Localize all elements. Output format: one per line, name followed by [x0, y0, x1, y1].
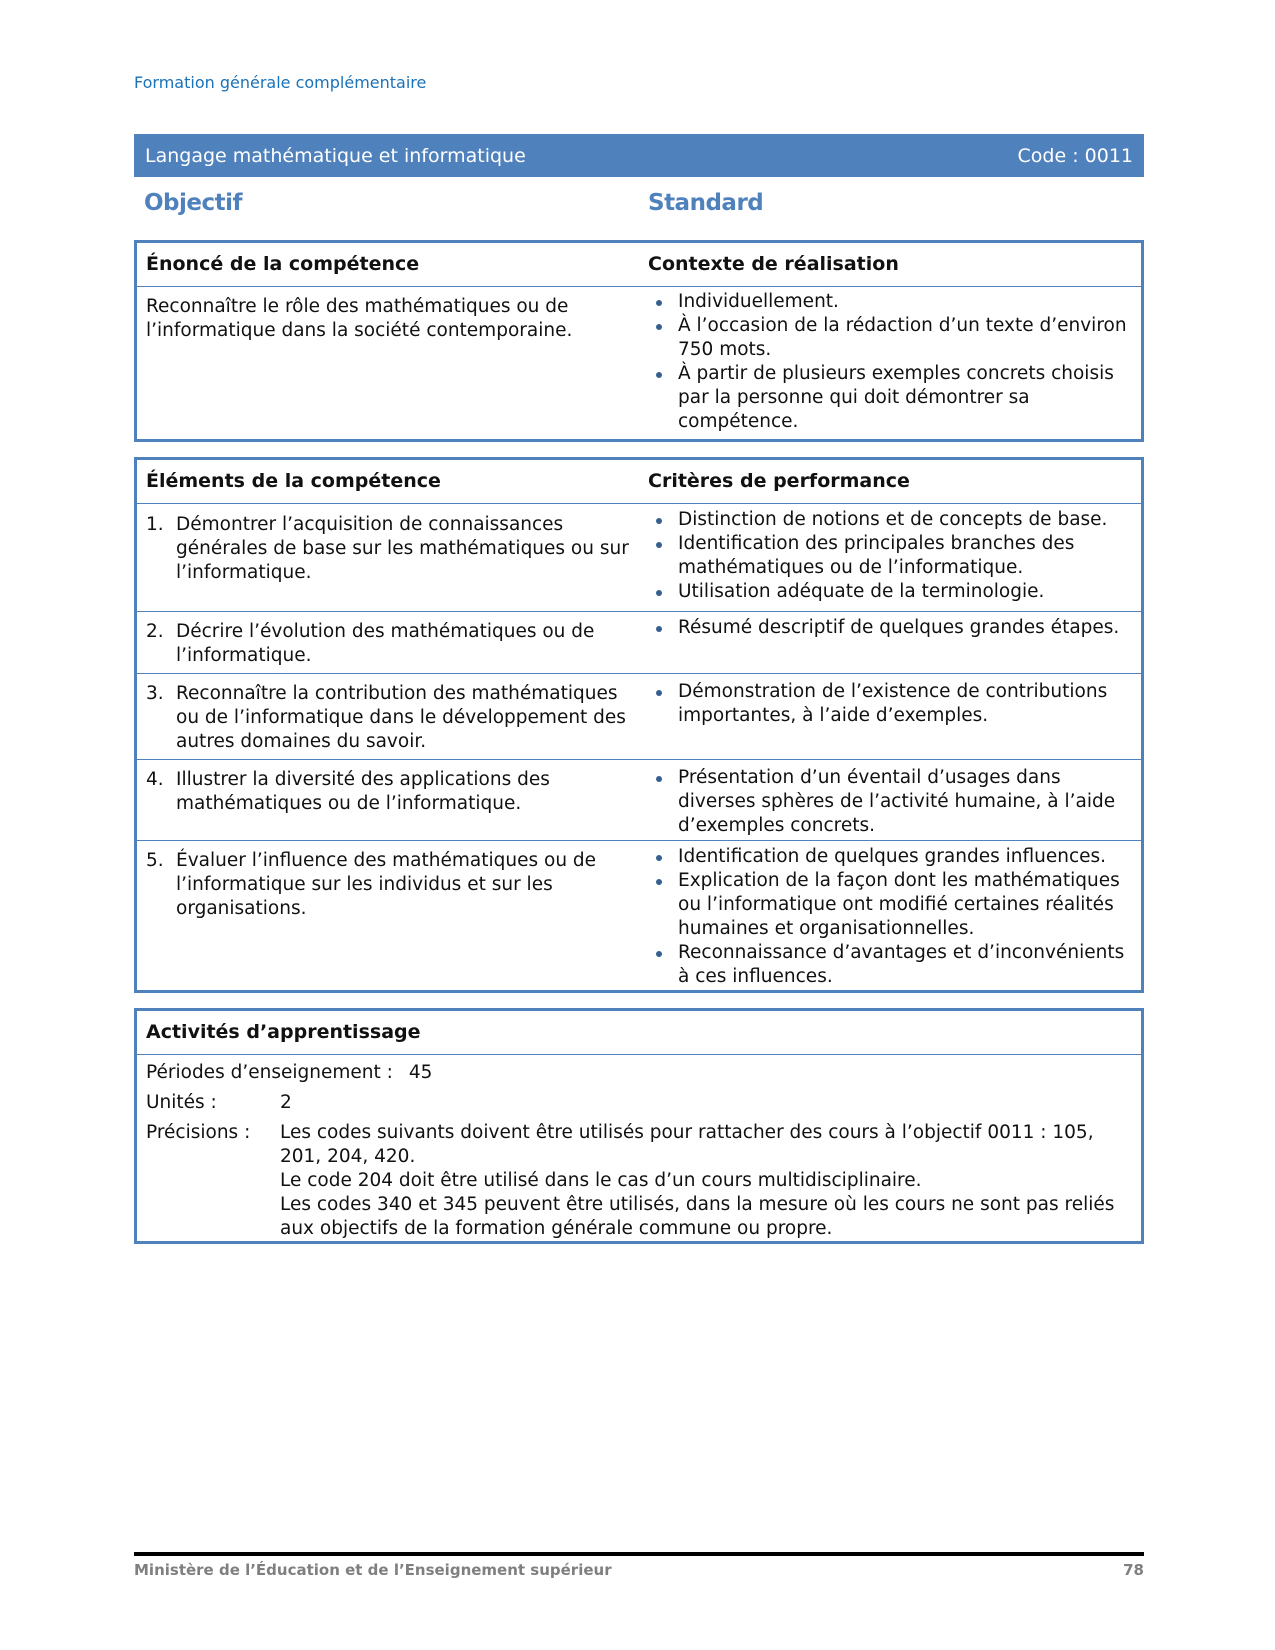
precisions-text [280, 1121, 1133, 1241]
criteria-list [648, 680, 1133, 728]
activities-header: Activités d’apprentissage [146, 1021, 421, 1043]
element-row-4 [137, 759, 1141, 840]
element-row-5 [137, 840, 1141, 993]
activities-body [137, 1054, 1141, 1245]
periods-label: Périodes d’enseignement : [146, 1062, 393, 1083]
title-bar [134, 134, 1144, 177]
element-row-3 [137, 673, 1141, 759]
element-text: Décrire l’évolution des mathématiques ou de l’informatique. [176, 621, 595, 666]
precisions-row [146, 1121, 1133, 1241]
criteria-item: Distinction de notions et de concepts de base. [648, 508, 1133, 532]
activities-header-row [137, 1011, 1141, 1054]
elements-table [134, 457, 1144, 993]
element-text: Reconnaître la contribution des mathématiques ou de l’informatique dans le développement des autres domaines du savoir. [176, 683, 626, 752]
element-cell [137, 504, 642, 611]
running-head: Formation générale complémentaire [134, 73, 427, 92]
competence-table [134, 240, 1144, 442]
criteria-item: Résumé descriptif de quelques grandes étapes. [648, 616, 1133, 640]
section-labels [134, 190, 1144, 224]
page-number: 78 [1123, 1561, 1144, 1579]
precision-line: Le code 204 doit être utilisé dans le cas d’un cours multidisciplinaire. [280, 1170, 922, 1191]
units-row [146, 1091, 1133, 1115]
criteria-item: Démonstration de l’existence de contributions importantes, à l’aide d’exemples. [648, 680, 1133, 728]
criteria-item: Identification de quelques grandes influences. [648, 845, 1133, 869]
element-number: 4. [146, 769, 164, 790]
element-item [146, 849, 634, 921]
course-title: Langage mathématique et informatique [145, 144, 526, 167]
precision-line: Les codes suivants doivent être utilisés pour rattacher des cours à l’objectif 0011 : 105, 201, 204, 420. [280, 1122, 1094, 1167]
footer [134, 1561, 1144, 1579]
element-text: Démontrer l’acquisition de connaissances générales de base sur les mathématiques ou sur l’informatique. [176, 514, 629, 583]
header-contexte: Contexte de réalisation [648, 253, 899, 275]
context-item: À partir de plusieurs exemples concrets choisis par la personne qui doit démontrer sa compétence. [648, 362, 1133, 434]
header-criteres: Critères de performance [648, 470, 910, 492]
precisions-label: Précisions : [146, 1122, 251, 1143]
criteria-cell [642, 612, 1141, 673]
header-elements: Éléments de la compétence [146, 470, 441, 492]
element-item [146, 682, 634, 754]
criteria-item: Utilisation adéquate de la terminologie. [648, 580, 1133, 604]
criteria-list [648, 508, 1133, 604]
elements-table-header [137, 460, 1141, 503]
periods-row [146, 1061, 1133, 1085]
element-number: 5. [146, 850, 164, 871]
criteria-item: Explication de la façon dont les mathématiques ou l’informatique ont modifié certaines réalités humaines et organisationnelles. [648, 869, 1133, 941]
criteria-cell [642, 841, 1141, 993]
criteria-cell [642, 760, 1141, 840]
units-label: Unités : [146, 1092, 217, 1113]
context-item: À l’occasion de la rédaction d’un texte d’environ 750 mots. [648, 314, 1133, 362]
objectif-label: Objectif [144, 190, 243, 216]
element-row-2 [137, 611, 1141, 673]
criteria-list [648, 766, 1133, 838]
criteria-cell [642, 504, 1141, 611]
element-row-1 [137, 503, 1141, 611]
context-item: Individuellement. [648, 290, 1133, 314]
header-enonce: Énoncé de la compétence [146, 253, 420, 275]
context-list [648, 290, 1133, 434]
criteria-item: Identification des principales branches des mathématiques ou de l’informatique. [648, 532, 1133, 580]
element-item [146, 620, 634, 668]
element-cell [137, 760, 642, 840]
element-number: 3. [146, 683, 164, 704]
footer-rule [134, 1552, 1144, 1556]
element-cell [137, 841, 642, 993]
competence-table-header [137, 243, 1141, 286]
context-list-cell [642, 287, 1141, 438]
precision-line: Les codes 340 et 345 peuvent être utilisés, dans la mesure où les cours ne sont pas reliés aux objectifs de la formation générale commune ou propre. [280, 1194, 1115, 1239]
course-code: Code : 0011 [1017, 144, 1133, 167]
element-text: Évaluer l’influence des mathématiques ou de l’informatique sur les individus et sur les organisations. [176, 850, 597, 919]
element-item [146, 768, 634, 816]
criteria-item: Présentation d’un éventail d’usages dans diverses sphères de l’activité humaine, à l’aide d’exemples concrets. [648, 766, 1133, 838]
element-cell [137, 612, 642, 673]
footer-ministry: Ministère de l’Éducation et de l’Enseignement supérieur [134, 1561, 612, 1579]
periods-value: 45 [408, 1062, 433, 1083]
element-number: 2. [146, 621, 164, 642]
element-cell [137, 674, 642, 759]
criteria-cell [642, 674, 1141, 759]
criteria-list [648, 845, 1133, 989]
units-value: 2 [280, 1092, 292, 1113]
element-text: Illustrer la diversité des applications des mathématiques ou de l’informatique. [176, 769, 550, 814]
competence-table-body [137, 286, 1141, 438]
competence-statement: Reconnaître le rôle des mathématiques ou de l’informatique dans la société contemporaine. [146, 296, 573, 341]
standard-label: Standard [648, 190, 764, 216]
criteria-item: Reconnaissance d’avantages et d’inconvénients à ces influences. [648, 941, 1133, 989]
element-item [146, 513, 634, 585]
criteria-list [648, 616, 1133, 640]
activities-table [134, 1008, 1144, 1244]
element-number: 1. [146, 514, 164, 535]
